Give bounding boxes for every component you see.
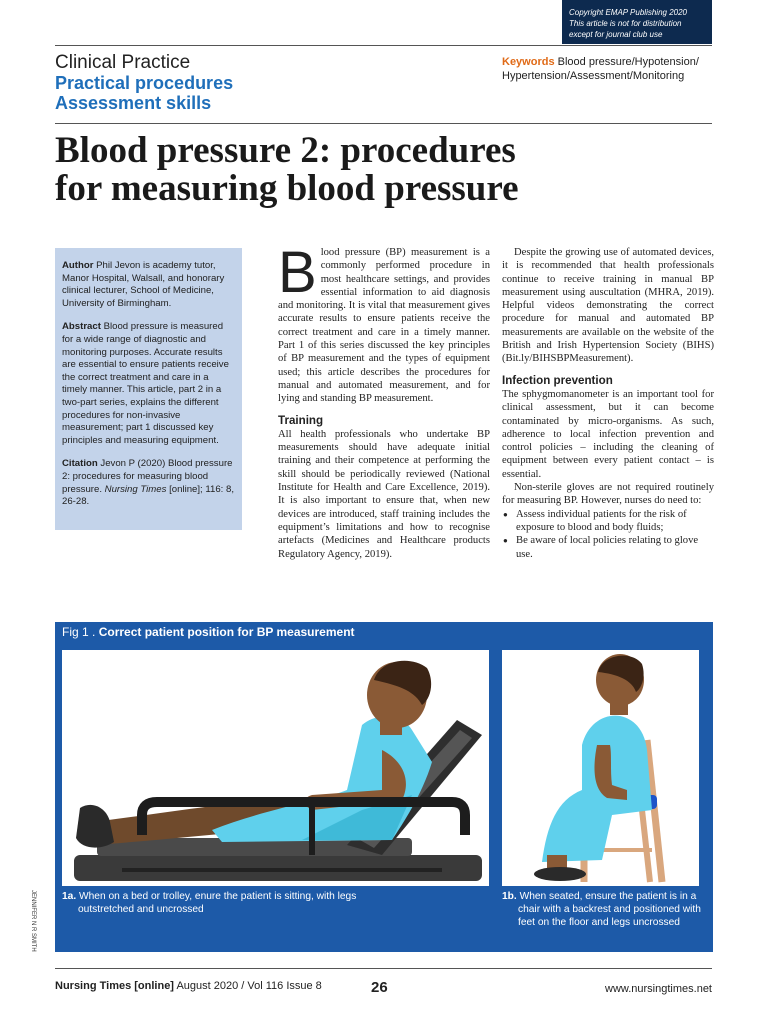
caption-a-label: 1a. <box>62 891 77 902</box>
infection-heading: Infection prevention <box>502 373 613 387</box>
author-info <box>62 260 235 310</box>
body-column-2 <box>502 246 714 561</box>
figure-heading: Correct patient position for BP measurement <box>98 625 355 639</box>
author-label: Author <box>62 260 94 271</box>
figure-title <box>62 625 355 639</box>
figure-caption-b <box>502 890 718 929</box>
training-paragraph: All health professionals who undertake BP measurements should have adequate initial training and their competence at performing the skill should be periodically reviewed (National Institute for Health and Care Excellence, 2019). It is also important to ensure that, when new devices are introduced, staff training includes the equipment’s limitations and how to recognise artefacts (Medicines and Healthcare products Regulatory Agency, 2019). <box>278 428 490 560</box>
list-item: ● Be aware of local policies relating to glove use. <box>516 534 714 561</box>
footer-url[interactable]: www.nursingtimes.net <box>605 983 712 995</box>
citation-label: Citation <box>62 458 98 470</box>
intro-text: lood pressure (BP) measurement is a commonly performed procedure in most healthcare settings, and provides essential information to aid diagnosis and monitoring. It is vital that measurement gives accurate results to ensure patients receive the correct treatment and care in a timely manner. Part 1 of this series discussed the key principles of BP measurement and the types of equipment used; this article describes the procedures for manual and automated measurement, and for lying and standing BP measurement. <box>278 247 490 405</box>
copyright-line: This article is not for distribution <box>569 19 682 28</box>
abstract <box>62 321 235 447</box>
bullet-list <box>502 508 714 561</box>
header-rule <box>55 123 712 124</box>
seated-patient-illustration <box>502 650 699 886</box>
title-line: for measuring blood pressure <box>55 168 519 209</box>
section-subcategory: Practical procedures <box>55 73 234 93</box>
keywords-label: Keywords <box>502 56 555 68</box>
gloves-paragraph: Non-sterile gloves are not required routinely for measuring BP. However, nurses do need to: <box>502 482 714 507</box>
list-item: ● Assess individual patients for the risk of exposure to blood and body fluids; <box>516 508 714 535</box>
abstract-text: Blood pressure is measured for a wide range of diagnostic and monitoring purposes. Accurate results are essential to ensure patients receive the correct treatment and care in a timely manner. This article, part 2 in a two-part series, explains the different procedures for non-invasive measurement; part 1 discussed key principles and measuring equipment. <box>62 321 229 446</box>
body-column-1 <box>278 240 490 561</box>
citation-journal: Nursing Times <box>104 483 167 495</box>
caption-b-label: 1b. <box>502 891 517 902</box>
footer-publication <box>55 980 322 992</box>
figure-label: Fig 1 . <box>62 625 96 639</box>
training-heading: Training <box>278 413 324 427</box>
patient-on-bed-illustration <box>62 650 489 886</box>
figure-panel-bed <box>62 650 489 886</box>
automated-paragraph: Despite the growing use of automated devices, it is recommended that health professionals continue to receive training in manual BP measurement using auscultation (MHRA, 2019). Helpful videos demonstrating the correct procedure for manual and automated BP measurements are available on the website of the British and Irish Hypertension Society (BIHS) (Bit.ly/BIHSBPMeasurement). <box>502 247 714 365</box>
credit-text: JENNIFER N R SMITH <box>30 890 36 952</box>
keywords-text: Blood pressure/Hypotension/ Hypertension/Assessment/Monitoring <box>502 56 699 82</box>
section-subsubcategory: Assessment skills <box>55 93 212 113</box>
author-text: Phil Jevon is academy tutor, Manor Hospital, Walsall, and honorary clinical lecturer, School of Medicine, University of Birmingham. <box>62 260 225 309</box>
keywords <box>502 55 717 83</box>
section-category: Clinical Practice <box>55 52 191 73</box>
infection-paragraph: The sphygmomanometer is an important tool for clinical assessment, but it can become contaminated by micro-organisms. As such, adherence to local infection prevention and control policies – including the cleaning of equipment between every patient contact – is essential. <box>502 388 714 480</box>
citation <box>62 458 235 508</box>
citation-pre: Jevon P (2020) Blood pressure 2: procedures for measuring blood pressure. <box>62 458 233 495</box>
caption-a-text: When on a bed or trolley, enure the patient is sitting, with legs outstretched and uncrossed <box>78 891 357 915</box>
footer-journal: Nursing Times [online] <box>55 980 174 992</box>
article-sidebar <box>55 248 242 530</box>
copyright-line: except for journal club use <box>569 30 663 39</box>
figure-panel-chair <box>502 650 699 886</box>
copyright-line: Copyright EMAP Publishing 2020 <box>569 8 687 17</box>
citation-post: [online]; 116: 8, 26-28. <box>62 483 235 508</box>
drop-cap: B <box>278 240 317 305</box>
illustration-credit <box>24 890 38 960</box>
top-rule <box>55 45 712 46</box>
footer-issue: August 2020 / Vol 116 Issue 8 <box>176 980 322 992</box>
article-title <box>55 132 695 208</box>
figure-caption-a <box>62 890 378 916</box>
page-number: 26 <box>371 979 388 996</box>
title-line: Blood pressure 2: procedures <box>55 130 516 171</box>
copyright-notice <box>562 0 712 44</box>
footer-rule <box>55 968 712 969</box>
abstract-label: Abstract <box>62 321 101 333</box>
intro-paragraph <box>278 240 490 406</box>
caption-b-text: When seated, ensure the patient is in a chair with a backrest and positioned with feet on the floor and legs uncrossed <box>518 891 701 928</box>
